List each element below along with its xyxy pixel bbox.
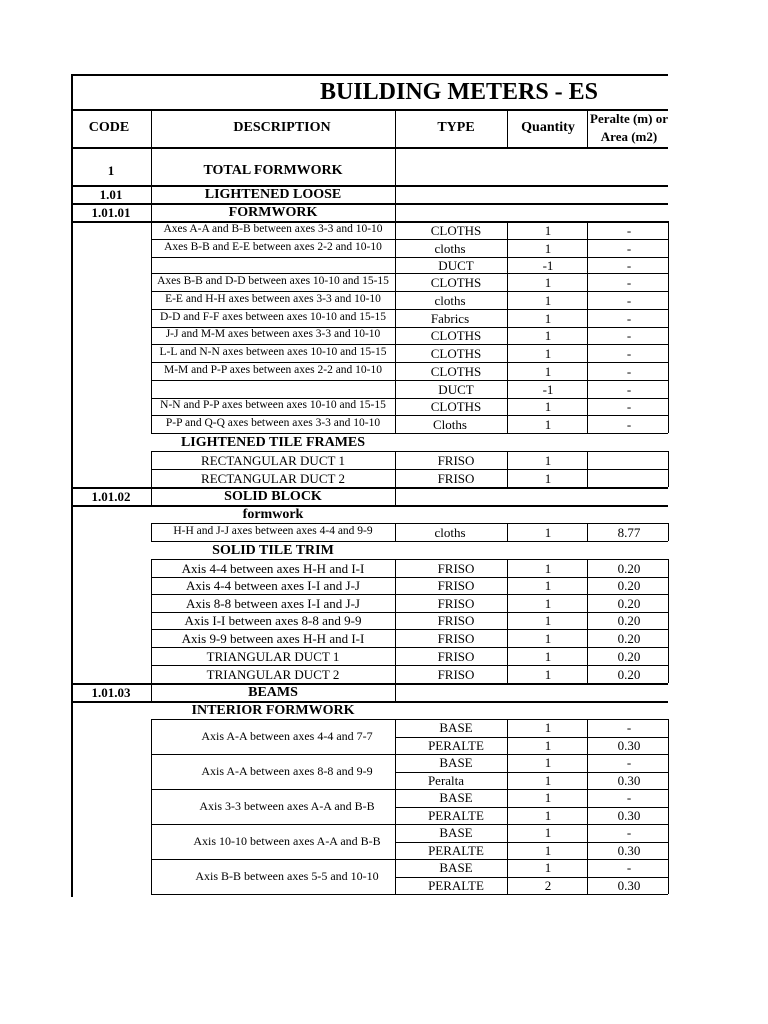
row-quantity: 1 [544, 667, 552, 682]
beam-value: 0.30 [617, 807, 641, 823]
section-heading: TOTAL FORMWORK [203, 163, 343, 178]
beam-quantity: 1 [544, 825, 552, 840]
row-type: DUCT [438, 258, 474, 273]
sheet-title: BUILDING METERS - ES [319, 79, 599, 105]
beam-type: BASE [439, 720, 473, 735]
row-quantity: 1 [544, 613, 552, 628]
row-description: N-N and P-P axes between axes 10-10 and 15-15 [160, 399, 386, 411]
row-type: CLOTHS [430, 364, 482, 379]
row-type: FRISO [437, 667, 475, 682]
row-description: Axes A-A and B-B between axes 3-3 and 10-10 [163, 223, 383, 235]
row-description: P-P and Q-Q axes between axes 3-3 and 10-10 [165, 417, 381, 429]
row-description: L-L and N-N axes between axes 10-10 and 15-15 [159, 346, 387, 358]
row-quantity: 1 [544, 346, 552, 361]
row-type: cloths [434, 525, 466, 540]
row-value: 0.20 [617, 613, 641, 628]
row-description: Axis 9-9 between axes H-H and I-I [181, 631, 365, 646]
row-type: FRISO [437, 631, 475, 646]
row-description: Axes B-B and D-D between axes 10-10 and 15-15 [157, 275, 389, 287]
row-description: Axis 4-4 between axes H-H and I-I [181, 561, 365, 576]
row-value: - [626, 223, 632, 238]
row-value: - [626, 346, 632, 361]
row-quantity: 1 [544, 364, 552, 379]
row-quantity: 1 [544, 578, 552, 593]
row-type: Cloths [433, 417, 467, 432]
beam-quantity: 1 [544, 860, 552, 875]
row-description: D-D and F-F axes between axes 10-10 and 15-15 [159, 311, 387, 323]
beam-type: BASE [439, 790, 473, 805]
row-description: Axis 4-4 between axes I-I and J-J [185, 578, 361, 593]
row-code: 1.01.01 [91, 205, 131, 220]
section-heading: FORMWORK [228, 205, 318, 220]
beam-value: - [626, 825, 632, 840]
row-description: TRIANGULAR DUCT 2 [206, 667, 340, 682]
row-quantity: 1 [544, 471, 552, 486]
row-value: - [626, 293, 632, 308]
section-heading: INTERIOR FORMWORK [191, 703, 355, 718]
row-quantity: 1 [544, 453, 552, 468]
beam-type: PERALTE [428, 842, 484, 858]
row-quantity: -1 [542, 258, 554, 273]
beam-quantity: 1 [544, 737, 552, 753]
header-quantity: Quantity [521, 120, 575, 135]
row-type: CLOTHS [430, 223, 482, 238]
row-quantity: 1 [544, 328, 552, 343]
row-description: E-E and H-H axes between axes 3-3 and 10-10 [165, 293, 381, 305]
row-description: RECTANGULAR DUCT 1 [201, 453, 345, 468]
row-quantity: -1 [542, 382, 554, 397]
beam-type: Peralta [427, 772, 465, 788]
section-heading: SOLID BLOCK [224, 489, 322, 504]
section-heading: LIGHTENED TILE FRAMES [180, 435, 366, 450]
beam-type: PERALTE [428, 807, 484, 823]
header-description: DESCRIPTION [233, 120, 331, 135]
row-type: FRISO [437, 453, 475, 468]
beam-type: BASE [439, 860, 473, 875]
row-description: Axes B-B and E-E between axes 2-2 and 10-10 [164, 241, 382, 253]
beam-type: BASE [439, 825, 473, 840]
beam-description: Axis A-A between axes 4-4 and 7-7 [201, 729, 373, 743]
row-description: M-M and P-P axes between axes 2-2 and 10-10 [163, 364, 383, 376]
row-quantity: 1 [544, 649, 552, 664]
row-quantity: 1 [544, 596, 552, 611]
beam-quantity: 1 [544, 755, 552, 770]
beam-quantity: 1 [544, 772, 552, 788]
section-heading: formwork [242, 507, 304, 522]
beam-value: 0.30 [617, 842, 641, 858]
row-description: TRIANGULAR DUCT 1 [206, 649, 340, 664]
row-type: FRISO [437, 471, 475, 486]
row-value: - [626, 328, 632, 343]
row-quantity: 1 [544, 223, 552, 238]
beam-type: BASE [439, 755, 473, 770]
row-type: CLOTHS [430, 328, 482, 343]
row-type: FRISO [437, 596, 475, 611]
beam-value: - [626, 755, 632, 770]
row-value: 0.20 [617, 578, 641, 593]
beam-value: 0.30 [617, 877, 641, 893]
row-quantity: 1 [544, 631, 552, 646]
beam-value: - [626, 720, 632, 735]
beam-value: - [626, 860, 632, 875]
header-type: TYPE [437, 120, 475, 135]
row-value: - [626, 399, 632, 414]
beam-quantity: 2 [544, 877, 552, 893]
section-heading: LIGHTENED LOOSE [204, 187, 342, 202]
row-code: 1.01.02 [91, 489, 131, 504]
row-type: FRISO [437, 649, 475, 664]
row-value: - [626, 275, 632, 290]
row-quantity: 1 [544, 417, 552, 432]
row-type: CLOTHS [430, 275, 482, 290]
beam-description: Axis A-A between axes 8-8 and 9-9 [201, 764, 373, 778]
row-type: FRISO [437, 613, 475, 628]
row-value: - [626, 241, 632, 256]
row-type: CLOTHS [430, 399, 482, 414]
row-type: DUCT [438, 382, 474, 397]
row-quantity: 1 [544, 293, 552, 308]
row-description: J-J and M-M axes between axes 3-3 and 10-10 [165, 328, 381, 340]
beam-quantity: 1 [544, 807, 552, 823]
row-value: 0.20 [617, 561, 641, 576]
row-value: - [626, 364, 632, 379]
row-quantity: 1 [544, 525, 552, 540]
section-heading: SOLID TILE TRIM [212, 543, 334, 558]
row-description: Axis 8-8 between axes I-I and J-J [185, 596, 361, 611]
beam-description: Axis B-B between axes 5-5 and 10-10 [195, 869, 379, 883]
row-type: Fabrics [430, 311, 470, 326]
beam-description: Axis 3-3 between axes A-A and B-B [199, 799, 375, 813]
row-quantity: 1 [544, 241, 552, 256]
row-code: 1 [107, 163, 115, 178]
row-type: FRISO [437, 561, 475, 576]
beam-value: 0.30 [617, 772, 641, 788]
row-value: 0.20 [617, 596, 641, 611]
row-quantity: 1 [544, 275, 552, 290]
beam-description: Axis 10-10 between axes A-A and B-B [193, 834, 381, 848]
beam-type: PERALTE [428, 877, 484, 893]
beam-quantity: 1 [544, 790, 552, 805]
row-value: 0.20 [617, 631, 641, 646]
row-quantity: 1 [544, 399, 552, 414]
row-description: H-H and J-J axes between axes 4-4 and 9-9 [173, 525, 373, 537]
row-value: 8.77 [617, 525, 641, 540]
row-code: 1.01 [99, 187, 123, 202]
beam-quantity: 1 [544, 720, 552, 735]
header-peralte: Peralte (m) or [590, 111, 668, 126]
section-heading: BEAMS [248, 685, 298, 700]
row-value: - [626, 417, 632, 432]
header-code: CODE [88, 120, 130, 135]
row-value: - [626, 258, 632, 273]
row-value: - [626, 311, 632, 326]
header-area: Area (m2) [600, 129, 658, 144]
row-value: - [626, 382, 632, 397]
beam-value: - [626, 790, 632, 805]
beam-quantity: 1 [544, 842, 552, 858]
row-description: Axis I-I between axes 8-8 and 9-9 [184, 613, 362, 628]
row-quantity: 1 [544, 561, 552, 576]
row-type: FRISO [437, 578, 475, 593]
row-description: RECTANGULAR DUCT 2 [201, 471, 345, 486]
row-quantity: 1 [544, 311, 552, 326]
row-type: cloths [434, 241, 466, 256]
row-value: 0.20 [617, 649, 641, 664]
row-type: cloths [434, 293, 466, 308]
beam-value: 0.30 [617, 737, 641, 753]
beam-type: PERALTE [428, 737, 484, 753]
row-value: 0.20 [617, 667, 641, 682]
row-type: CLOTHS [430, 346, 482, 361]
row-code: 1.01.03 [91, 685, 131, 700]
